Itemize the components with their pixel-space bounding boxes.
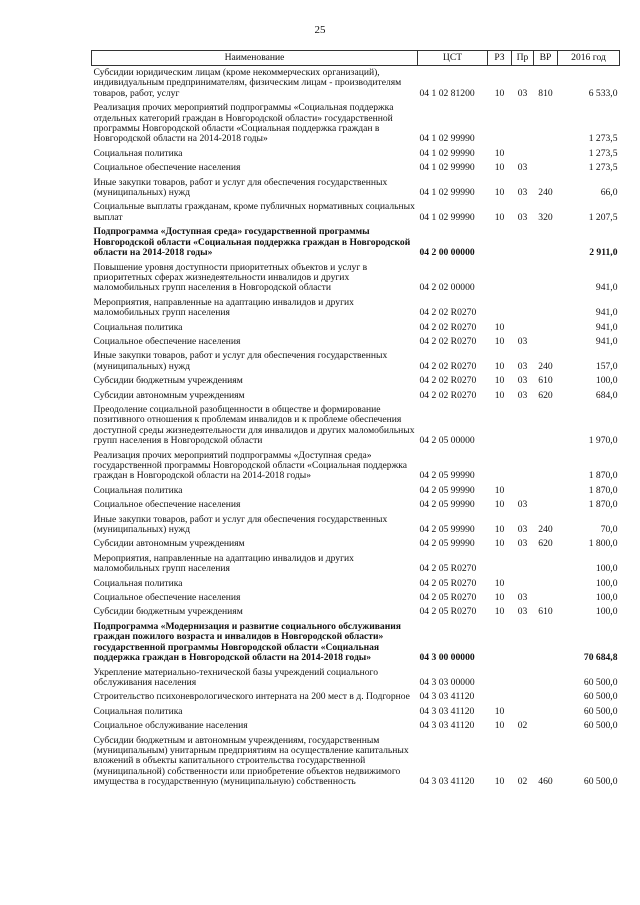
cell-rz bbox=[488, 261, 512, 296]
cell-pr: 03 bbox=[517, 162, 528, 174]
cell-cst: 04 3 03 00000 bbox=[419, 676, 475, 688]
cell-name: Социальная политика bbox=[93, 577, 183, 589]
cell-vr bbox=[534, 690, 558, 704]
cell-vr: 620 bbox=[538, 389, 553, 401]
table-row bbox=[92, 101, 620, 147]
cell-amount: 941,0 bbox=[595, 335, 618, 347]
table-row bbox=[92, 734, 620, 790]
cell-amount: 100,0 bbox=[595, 563, 618, 575]
column-header-cst: ЦСТ bbox=[418, 51, 488, 66]
cell-name: Субсидии бюджетным учреждениям bbox=[93, 375, 243, 387]
table-row bbox=[92, 321, 620, 335]
cell-cst: 04 2 05 00000 bbox=[419, 435, 475, 447]
table-row bbox=[92, 705, 620, 719]
column-header-year: 2016 год bbox=[558, 51, 620, 66]
cell-cst: 04 1 02 99990 bbox=[419, 147, 475, 159]
cell-amount: 1 870,0 bbox=[588, 470, 618, 482]
cell-pr: 03 bbox=[517, 606, 528, 618]
cell-cst: 04 1 02 99990 bbox=[419, 187, 475, 199]
cell-amount: 60 500,0 bbox=[583, 676, 618, 688]
cell-cst: 04 2 05 99990 bbox=[419, 499, 475, 511]
cell-cst: 04 2 05 99990 bbox=[419, 538, 475, 550]
table-row bbox=[92, 161, 620, 175]
cell-cst: 04 2 02 R0270 bbox=[419, 389, 477, 401]
cell-vr: 240 bbox=[538, 360, 553, 372]
cell-rz: 10 bbox=[494, 335, 505, 347]
table-row bbox=[92, 620, 620, 666]
cell-cst: 04 2 05 99990 bbox=[419, 524, 475, 536]
cell-rz: 10 bbox=[494, 211, 505, 223]
cell-cst: 04 3 03 41120 bbox=[419, 705, 475, 717]
cell-pr bbox=[512, 449, 534, 484]
cell-amount: 1 870,0 bbox=[588, 484, 618, 496]
cell-vr bbox=[534, 498, 558, 512]
cell-cst: 04 2 02 R0270 bbox=[419, 307, 477, 319]
cell-rz: 10 bbox=[494, 375, 505, 387]
cell-vr: 240 bbox=[538, 524, 553, 536]
cell-vr bbox=[534, 101, 558, 147]
cell-pr: 02 bbox=[517, 776, 528, 788]
column-header-rz: РЗ bbox=[488, 51, 512, 66]
cell-amount: 70 684,8 bbox=[583, 652, 618, 664]
table-row bbox=[92, 690, 620, 704]
cell-amount: 2 911,0 bbox=[589, 247, 618, 259]
cell-amount: 1 273,5 bbox=[588, 133, 618, 145]
cell-rz bbox=[488, 403, 512, 449]
cell-rz: 10 bbox=[494, 162, 505, 174]
cell-vr: 320 bbox=[538, 211, 553, 223]
cell-pr bbox=[512, 261, 534, 296]
cell-cst: 04 2 05 99990 bbox=[419, 470, 475, 482]
table-header-row bbox=[92, 51, 620, 66]
cell-rz bbox=[488, 552, 512, 577]
cell-vr bbox=[534, 403, 558, 449]
cell-amount: 60 500,0 bbox=[583, 705, 618, 717]
table-row bbox=[92, 537, 620, 551]
cell-name: Субсидии юридическим лицам (кроме некоммерческих организаций), индивидуальным предпринимателям, физическим лицам - производителям товаров, работ, услуг bbox=[93, 67, 402, 99]
table-row bbox=[92, 719, 620, 733]
table-row bbox=[92, 513, 620, 538]
table-row bbox=[92, 552, 620, 577]
cell-name: Субсидии автономным учреждениям bbox=[93, 389, 245, 401]
cell-name: Подпрограмма «Доступная среда» государственной программы Новгородской области «Социальная поддержка граждан в Новгородской области на 2014-2018 годы» bbox=[93, 226, 411, 259]
page-number: 25 bbox=[314, 24, 326, 36]
cell-cst: 04 3 03 41120 bbox=[419, 691, 475, 703]
cell-rz: 10 bbox=[494, 147, 505, 159]
cell-amount: 157,0 bbox=[595, 360, 618, 372]
cell-cst: 04 1 02 99990 bbox=[419, 162, 475, 174]
cell-vr bbox=[534, 449, 558, 484]
cell-cst: 04 3 00 00000 bbox=[419, 652, 475, 664]
cell-rz: 10 bbox=[494, 705, 505, 717]
table-row bbox=[92, 484, 620, 498]
cell-rz: 10 bbox=[494, 389, 505, 401]
cell-vr bbox=[534, 484, 558, 498]
cell-pr bbox=[512, 705, 534, 719]
cell-name: Социальное обеспечение населения bbox=[93, 592, 241, 604]
table-row bbox=[92, 577, 620, 591]
cell-vr bbox=[534, 719, 558, 733]
cell-name: Социальное обеспечение населения bbox=[93, 162, 241, 174]
cell-pr: 03 bbox=[517, 499, 528, 511]
table-body bbox=[92, 66, 620, 790]
table-row bbox=[92, 296, 620, 321]
cell-pr: 03 bbox=[517, 187, 528, 199]
cell-name: Социальное обеспечение населения bbox=[93, 499, 241, 511]
table-row bbox=[92, 66, 620, 102]
cell-amount: 60 500,0 bbox=[583, 691, 618, 703]
cell-vr bbox=[534, 147, 558, 161]
cell-rz bbox=[488, 449, 512, 484]
cell-rz bbox=[488, 101, 512, 147]
cell-amount: 1 970,0 bbox=[588, 435, 618, 447]
cell-vr bbox=[534, 666, 558, 691]
table-row bbox=[92, 449, 620, 484]
cell-name: Социальное обслуживание населения bbox=[93, 720, 248, 732]
cell-rz: 10 bbox=[494, 321, 505, 333]
cell-name: Социальные выплаты гражданам, кроме публичных нормативных социальных выплат bbox=[93, 201, 415, 223]
cell-pr bbox=[512, 552, 534, 577]
cell-name: Иные закупки товаров, работ и услуг для обеспечения государственных (муниципальных) нужд bbox=[93, 513, 388, 536]
cell-cst: 04 1 02 99990 bbox=[419, 211, 475, 223]
cell-name: Социальная политика bbox=[93, 484, 183, 496]
table-row bbox=[92, 200, 620, 225]
cell-vr bbox=[534, 705, 558, 719]
cell-name: Субсидии бюджетным и автономным учреждениям, государственным (муниципальным) унитарным предприятиям на осуществление капитальных вложений в объекты капитального строительства государственной (муниципальной) собственности или приобретение объектов недвижимого имущества в государственную (муниципальную) собственность bbox=[93, 734, 409, 788]
cell-cst: 04 2 02 R0270 bbox=[419, 335, 477, 347]
cell-amount: 941,0 bbox=[595, 307, 618, 319]
cell-vr bbox=[534, 591, 558, 605]
cell-name: Субсидии автономным учреждениям bbox=[93, 538, 245, 550]
cell-amount: 1 273,5 bbox=[588, 162, 618, 174]
cell-pr bbox=[512, 690, 534, 704]
cell-rz: 10 bbox=[494, 776, 505, 788]
cell-cst: 04 2 05 R0270 bbox=[419, 577, 477, 589]
table-row bbox=[92, 666, 620, 691]
cell-rz: 10 bbox=[494, 577, 505, 589]
cell-name: Строительство психоневрологического интерната на 200 мест в д. Подгорное bbox=[93, 691, 410, 703]
cell-vr bbox=[534, 296, 558, 321]
cell-rz: 10 bbox=[494, 606, 505, 618]
cell-pr bbox=[512, 225, 534, 260]
cell-amount: 1 273,5 bbox=[588, 147, 618, 159]
table-row bbox=[92, 591, 620, 605]
cell-cst: 04 2 02 00000 bbox=[419, 282, 475, 294]
cell-name: Социальная политика bbox=[93, 705, 183, 717]
cell-cst: 04 2 00 00000 bbox=[419, 247, 475, 259]
cell-pr: 03 bbox=[517, 592, 528, 604]
cell-pr bbox=[512, 577, 534, 591]
cell-vr bbox=[534, 321, 558, 335]
cell-amount: 100,0 bbox=[595, 577, 618, 589]
column-header-vr: ВР bbox=[534, 51, 558, 66]
cell-rz: 10 bbox=[494, 360, 505, 372]
cell-cst: 04 2 05 R0270 bbox=[419, 606, 477, 618]
table-row bbox=[92, 261, 620, 296]
cell-rz bbox=[488, 666, 512, 691]
cell-vr: 460 bbox=[538, 776, 553, 788]
cell-pr: 03 bbox=[517, 87, 528, 99]
cell-pr bbox=[512, 321, 534, 335]
cell-name: Социальная политика bbox=[93, 147, 183, 159]
cell-vr bbox=[534, 335, 558, 349]
cell-vr: 610 bbox=[538, 606, 553, 618]
cell-cst: 04 3 03 41120 bbox=[419, 720, 475, 732]
cell-pr: 03 bbox=[517, 389, 528, 401]
cell-cst: 04 2 05 99990 bbox=[419, 484, 475, 496]
table-row bbox=[92, 374, 620, 388]
cell-vr bbox=[534, 552, 558, 577]
cell-vr: 240 bbox=[538, 187, 553, 199]
cell-vr: 610 bbox=[538, 375, 553, 387]
cell-rz bbox=[488, 690, 512, 704]
cell-pr: 03 bbox=[517, 211, 528, 223]
cell-cst: 04 2 05 R0270 bbox=[419, 592, 477, 604]
cell-rz bbox=[488, 296, 512, 321]
cell-rz: 10 bbox=[494, 187, 505, 199]
cell-pr: 03 bbox=[517, 538, 528, 550]
cell-cst: 04 2 05 R0270 bbox=[419, 563, 477, 575]
cell-amount: 684,0 bbox=[595, 389, 618, 401]
cell-amount: 66,0 bbox=[600, 187, 618, 199]
cell-rz: 10 bbox=[494, 720, 505, 732]
cell-name: Социальная политика bbox=[93, 321, 183, 333]
cell-cst: 04 1 02 99990 bbox=[419, 133, 475, 145]
cell-vr: 810 bbox=[538, 87, 553, 99]
cell-name: Реализация прочих мероприятий подпрограммы «Доступная среда» государственной программы Новгородской области «Социальная поддержка граждан в Новгородской области на 2014-2018 годы» bbox=[93, 449, 407, 482]
cell-rz bbox=[488, 620, 512, 666]
cell-pr: 03 bbox=[517, 524, 528, 536]
cell-amount: 1 800,0 bbox=[588, 538, 618, 550]
cell-pr bbox=[512, 147, 534, 161]
cell-vr bbox=[534, 161, 558, 175]
cell-pr bbox=[512, 666, 534, 691]
cell-amount: 100,0 bbox=[595, 592, 618, 604]
cell-name: Подпрограмма «Модернизация и развитие социального обслуживания граждан пожилого возраста и инвалидов в Новгородской области» государственной программы Новгородской области «Социальная поддержка граждан в Новгородской области на 2014-2018 годы» bbox=[93, 620, 401, 664]
cell-pr bbox=[512, 296, 534, 321]
table-row bbox=[92, 389, 620, 403]
table-row bbox=[92, 605, 620, 619]
cell-amount: 100,0 bbox=[595, 375, 618, 387]
table-row bbox=[92, 498, 620, 512]
cell-name: Реализация прочих мероприятий подпрограммы «Социальная поддержка отдельных категорий граждан в Новгородской области» государственной программы Новгородской области «Социальная поддержка граждан в Новгородской области на 2014-2018 годы» bbox=[93, 102, 394, 145]
cell-pr bbox=[512, 484, 534, 498]
cell-pr: 03 bbox=[517, 375, 528, 387]
cell-name: Иные закупки товаров, работ и услуг для обеспечения государственных (муниципальных) нужд bbox=[93, 350, 388, 372]
cell-vr bbox=[534, 577, 558, 591]
cell-cst: 04 2 02 R0270 bbox=[419, 360, 477, 372]
table-row bbox=[92, 403, 620, 449]
cell-cst: 04 2 02 R0270 bbox=[419, 375, 477, 387]
cell-rz: 10 bbox=[494, 484, 505, 496]
cell-name: Иные закупки товаров, работ и услуг для обеспечения государственных (муниципальных) нужд bbox=[93, 176, 388, 199]
cell-rz bbox=[488, 225, 512, 260]
table-row bbox=[92, 349, 620, 374]
cell-vr bbox=[534, 261, 558, 296]
cell-rz: 10 bbox=[494, 524, 505, 536]
cell-name: Повышение уровня доступности приоритетных объектов и услуг в приоритетных сферах жизнедеятельности инвалидов и других маломобильных групп населения в Новгородской области bbox=[93, 261, 368, 294]
table-row bbox=[92, 176, 620, 201]
cell-rz: 10 bbox=[494, 592, 505, 604]
budget-table bbox=[91, 50, 620, 790]
cell-vr bbox=[534, 225, 558, 260]
cell-rz: 10 bbox=[494, 538, 505, 550]
cell-name: Укрепление материально-технической базы учреждений социального обслуживания населения bbox=[93, 666, 379, 688]
cell-amount: 100,0 bbox=[595, 606, 618, 618]
cell-rz: 10 bbox=[494, 87, 505, 99]
cell-name: Мероприятия, направленные на адаптацию инвалидов и других маломобильных групп населения bbox=[93, 296, 354, 319]
cell-name: Преодоление социальной разобщенности в обществе и формирование позитивного отношения к проблемам инвалидов и к проблеме обеспечения доступной среды жизнедеятельности для инвалидов и других маломобильных групп населения в Новгородской области bbox=[93, 403, 415, 447]
cell-amount: 60 500,0 bbox=[583, 720, 618, 732]
cell-pr bbox=[512, 403, 534, 449]
column-header-name: Наименование bbox=[92, 51, 418, 66]
cell-cst: 04 1 02 81200 bbox=[419, 87, 475, 99]
cell-amount: 1 207,5 bbox=[588, 211, 618, 223]
cell-name: Субсидии бюджетным учреждениям bbox=[93, 606, 243, 618]
cell-pr: 03 bbox=[517, 335, 528, 347]
cell-amount: 941,0 bbox=[595, 321, 618, 333]
cell-vr: 620 bbox=[538, 538, 553, 550]
cell-amount: 60 500,0 bbox=[583, 776, 618, 788]
table-row bbox=[92, 225, 620, 260]
cell-name: Социальное обеспечение населения bbox=[93, 335, 241, 347]
cell-amount: 1 870,0 bbox=[588, 499, 618, 511]
cell-pr: 03 bbox=[517, 360, 528, 372]
cell-rz: 10 bbox=[494, 499, 505, 511]
cell-amount: 70,0 bbox=[600, 524, 618, 536]
cell-cst: 04 3 03 41120 bbox=[419, 776, 475, 788]
table-row bbox=[92, 147, 620, 161]
table-row bbox=[92, 335, 620, 349]
column-header-pr: Пр bbox=[512, 51, 534, 66]
cell-amount: 941,0 bbox=[595, 282, 618, 294]
cell-pr bbox=[512, 620, 534, 666]
cell-pr bbox=[512, 101, 534, 147]
cell-cst: 04 2 02 R0270 bbox=[419, 321, 477, 333]
cell-vr bbox=[534, 620, 558, 666]
cell-amount: 6 533,0 bbox=[588, 87, 618, 99]
cell-pr: 02 bbox=[517, 720, 528, 732]
cell-name: Мероприятия, направленные на адаптацию инвалидов и других маломобильных групп населения bbox=[93, 552, 354, 575]
